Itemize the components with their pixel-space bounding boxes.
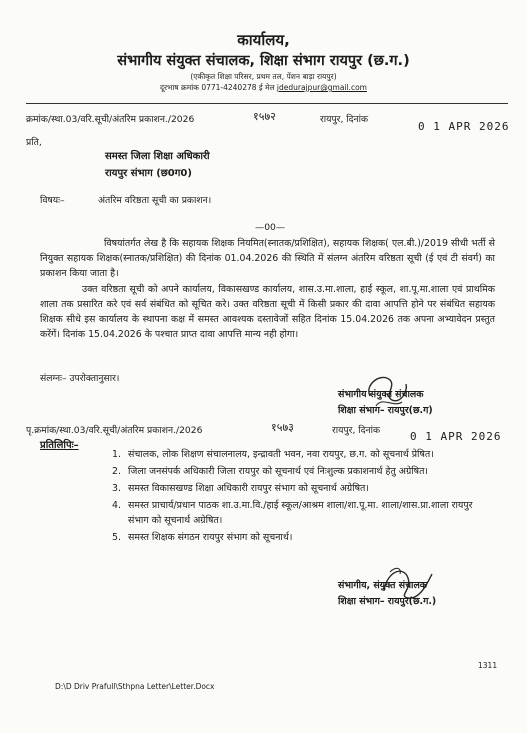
subject-label: विषयः– [40, 195, 65, 206]
office-heading: कार्यालय, [237, 31, 290, 49]
addressee-line-1: समस्त जिला शिक्षा अधिकारी [105, 151, 210, 162]
subject-text: अंतरिम वरिष्ठता सूची का प्रकाशन। [98, 195, 212, 206]
copy-date-stamp: 0 1 APR 2026 [410, 430, 502, 443]
copy-item: 5. समस्त शिक्षक संगठन रायपुर संभाग को सूचनार्थ। [112, 532, 293, 543]
header-divider [26, 103, 508, 104]
signature-block-1 [338, 387, 433, 419]
campus-address: (एकीकृत शिक्षा परिसर, प्रथम तल, पेंशन बाड़ा रायपुर) [190, 72, 337, 81]
department-heading: संभागीय संयुक्त संचालक, शिक्षा संभाग रायपुर (छ.ग.) [117, 53, 410, 69]
signatory-office-1: शिक्षा संभाग– रायपुर(छ.ग) [338, 405, 433, 416]
copy-item: 4. समस्त प्राचार्य/प्रधान पाठक शा.उ.मा.वि./हाई स्कूल/आश्रम शाला/शा.पू.मा. शाला/शास.प्रा.शाला रायपुर संभाग को सूचनार्थ अग्रेषित। [112, 500, 473, 526]
contact-line [0, 83, 527, 93]
signatory-title-2: संभागीय, संयुक्त संचालक [338, 580, 428, 591]
copy-list [112, 447, 492, 545]
copy-item: 1. संचालक, लोक शिक्षण संचालनालय, इन्द्रावती भवन, नवा रायपुर, छ.ग. को सूचनार्थ प्रेषित। [112, 449, 434, 460]
signature-block-2 [338, 578, 436, 610]
copy-item: 3. समस्त विकासखण्ड शिक्षा अधिकारी रायपुर संभाग को सूचनार्थ अग्रेषित। [112, 483, 369, 494]
handwritten-dispatch-number: १५७२ [253, 110, 276, 123]
copy-reference-number: पृ.क्रमांक/स्था.03/वरि.सूची/अंतरिम प्रकाशन./2026 [26, 425, 203, 436]
enclosure-note: संलग्नः– उपरोक्तानुसार। [40, 373, 120, 384]
email-text: jdedurajpur@gmail.com [276, 83, 367, 92]
signatory-title-1: संभागीय संयुक्त संचालक [338, 389, 424, 400]
body-paragraph-1: विषयांतर्गत लेख है कि सहायक शिक्षक नियमित(स्नातक/प्रशिक्षित), सहायक शिक्षक( एल.बी.)/2019 सीधी भर्ती से नियुक्त सहायक शिक्षक(स्नातक/प्रशिक्षित) की दिनांक 01.04.2026 की स्थिति में संलग्न अंतरिम वरिष्ठता सूची (ई एवं टी संवर्ग) का प्रकाशन किया जाता है। [40, 238, 495, 279]
copy-label: प्रतिलिपिः– [40, 440, 79, 451]
addressee-line-2: रायपुर संभाग (छ0ग0) [105, 168, 192, 179]
copy-item: 2. जिला जनसंपर्क अधिकारी जिला रायपुर को सूचनार्थ एवं निःशुल्क प्रकाशनार्थ हेतु अग्रेषित। [112, 466, 428, 477]
page-number: 1311 [478, 661, 498, 670]
date-stamp: 0 1 APR 2026 [418, 120, 510, 133]
reference-number: क्रमांक/स्था.03/वरि.सूची/अंतरिम प्रकाशन./2026 [26, 114, 195, 125]
prati-label: प्रति, [26, 137, 42, 148]
body-paragraph-2: उक्त वरिष्ठता सूची को अपने कार्यालय, विकासखण्ड कार्यालय, शास.उ.मा.शाला, हाई स्कूल, शा.पू.मा.शाला एवं प्राथमिक शाला तक प्रसारित करे एवं सर्व संबंधित को सूचित करे। उक्त वरिष्ठता सूची में किसी प्रकार की दावा आपत्ति होने पर संबंधित सहायक शिक्षक सीधे इस कार्यालय के स्थापना कक्ष में समस्त आवश्यक दस्तावेजों सहित दिनांक 15.04.2026 तक अपना अभ्यावेदन प्रस्तुत करेंगें। दिनांक 15.04.2026 के पश्चात प्राप्त दावा आपत्ति मान्य नही होगा। [40, 284, 495, 340]
signatory-office-2: शिक्षा संभाग– रायपुर(छ.ग.) [338, 596, 437, 607]
copy-place-date-label: रायपुर, दिनांक [332, 425, 381, 436]
file-path: D:\D Driv Prafull\Sthpna Letter\Letter.Docx [55, 682, 215, 691]
phone-text: दूरभाष क्रमांक 0771-4240278 ई मेल [160, 83, 275, 92]
separator: —00— [255, 222, 286, 233]
place-date-label: रायपुर, दिनांक [320, 114, 369, 125]
handwritten-copy-number: १५७३ [271, 421, 294, 434]
